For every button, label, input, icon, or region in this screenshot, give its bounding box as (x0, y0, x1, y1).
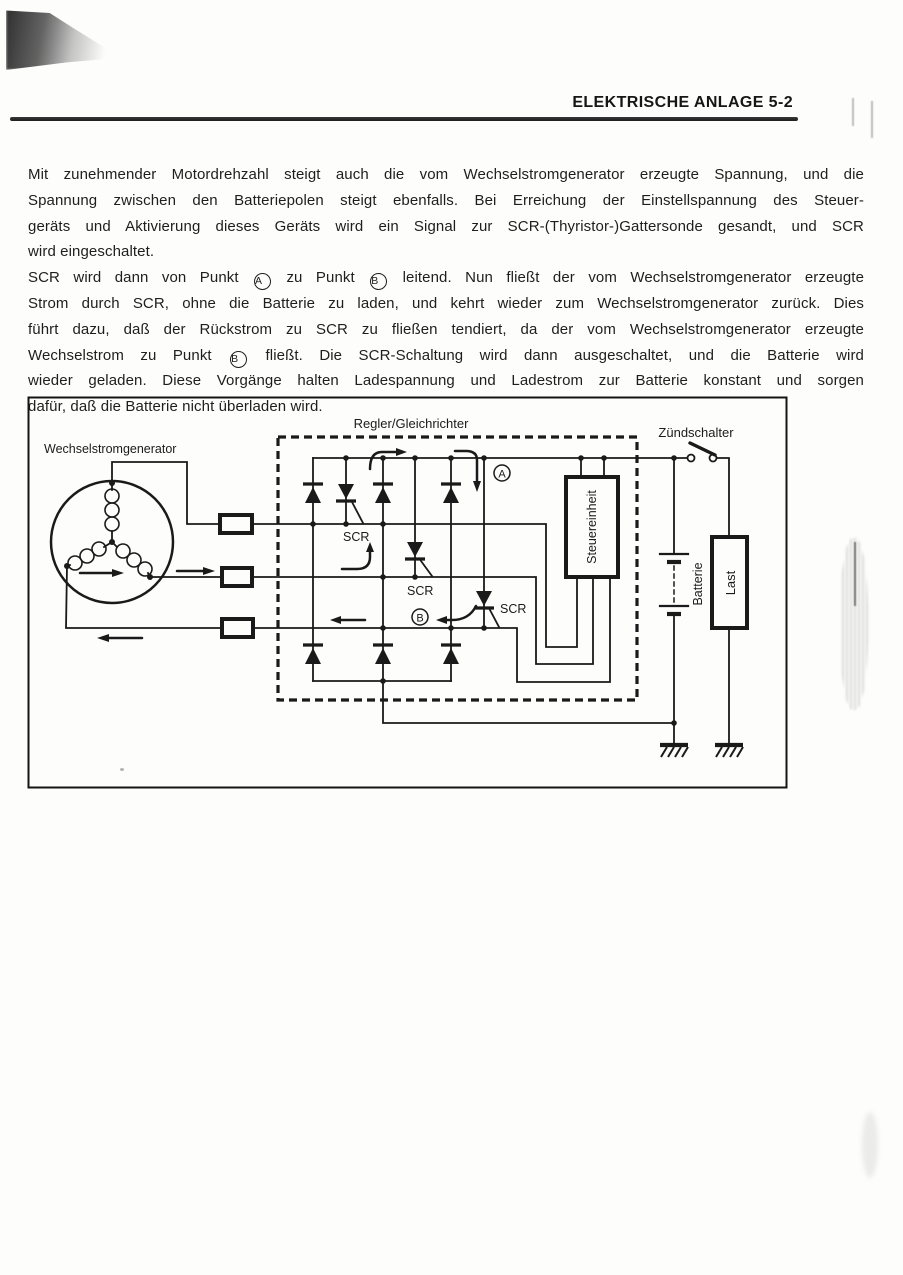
scr-label-3: SCR (500, 602, 527, 616)
connector-2 (222, 568, 252, 586)
regulator-label: Regler/Gleichrichter (353, 416, 469, 431)
text-line: Strom durch SCR, ohne die Batterie zu laden, und kehrt wieder zum Wechselstromgenerator zurück. Dies (28, 294, 864, 312)
text-line: Mit zunehmender Motordrehzahl steigt auch die vom Wechselstromgenerator erzeugte Spannung, und die (28, 166, 864, 183)
rectifier-rails (313, 458, 484, 681)
page-header-title: ELEKTRISCHE ANLAGE 5-2 (572, 94, 793, 111)
load-ground-icon (716, 747, 743, 757)
alternator-label: Wechselstromgenerator (44, 442, 177, 456)
lower-diodes (303, 645, 461, 664)
scr-1-symbol (336, 484, 363, 523)
scan-artifact (854, 542, 856, 606)
scr-3-symbol (474, 591, 499, 627)
svg-text:B: B (416, 612, 424, 625)
ignition-switch-symbol (688, 443, 730, 537)
text-line: führt dazu, daß der Rückstrom zu SCR zu fließen tendiert, da der vom Wechselstromgenerator erzeugte (28, 320, 864, 338)
text-line: wieder geladen. Diese Vorgänge halten Ladespannung und Ladestrom zur Batterie konstant und sorgen (28, 372, 864, 390)
circuit-diagram (27, 396, 789, 790)
load-label: Last (723, 570, 738, 596)
load-symbol (712, 537, 747, 757)
ground-return-wire (383, 681, 674, 723)
text-line: Spannung zwischen den Batteriepolen steigt ebenfalls. Bei Erreichung der Einstellspannung des Steuer- (28, 191, 864, 209)
circled-point-ref: B (370, 273, 387, 290)
ignition-switch-label: Zündschalter (658, 425, 734, 440)
battery-ground-icon (661, 747, 688, 757)
point-a-marker (494, 465, 510, 481)
text-line: dafür, daß die Batterie nicht überladen wird. (28, 398, 323, 416)
scr-label-1: SCR (343, 530, 370, 544)
body-text (28, 162, 864, 420)
alternator-symbol (51, 480, 173, 603)
svg-text:A: A (498, 468, 506, 481)
connector-1 (220, 515, 252, 533)
point-b-marker (412, 609, 428, 625)
header-rule (10, 117, 798, 121)
text-line: wird eingeschaltet. (28, 243, 155, 261)
scan-artifact (852, 98, 854, 126)
scan-artifact (862, 1112, 878, 1178)
battery-symbol (660, 458, 688, 757)
connector-3 (222, 619, 253, 637)
scr-label-2: SCR (407, 584, 434, 598)
text-line: geräts und Aktivierung dieses Geräts wird ein Signal zur SCR-(Thyristor-)Gattersonde gesandt, und SCR (28, 217, 864, 235)
upper-diodes (303, 484, 461, 503)
circled-point-ref: B (230, 351, 247, 368)
circled-point-ref: A (254, 273, 271, 290)
text-line: SCR wird dann von Punkt A zu Punkt B leitend. Nun fließt der vom Wechselstromgenerator erzeugte (28, 265, 864, 291)
scan-corner-smudge (6, 8, 121, 70)
battery-label: Batterie (691, 562, 705, 606)
text-line: Wechselstrom zu Punkt B fließt. Die SCR-Schaltung wird dann ausgeschaltet, und die Batterie wird (28, 343, 864, 369)
scr-2-symbol (405, 542, 432, 576)
control-unit-label: Steuereinheit (585, 490, 599, 564)
scan-artifact (871, 101, 873, 138)
junction-dots (310, 455, 677, 726)
